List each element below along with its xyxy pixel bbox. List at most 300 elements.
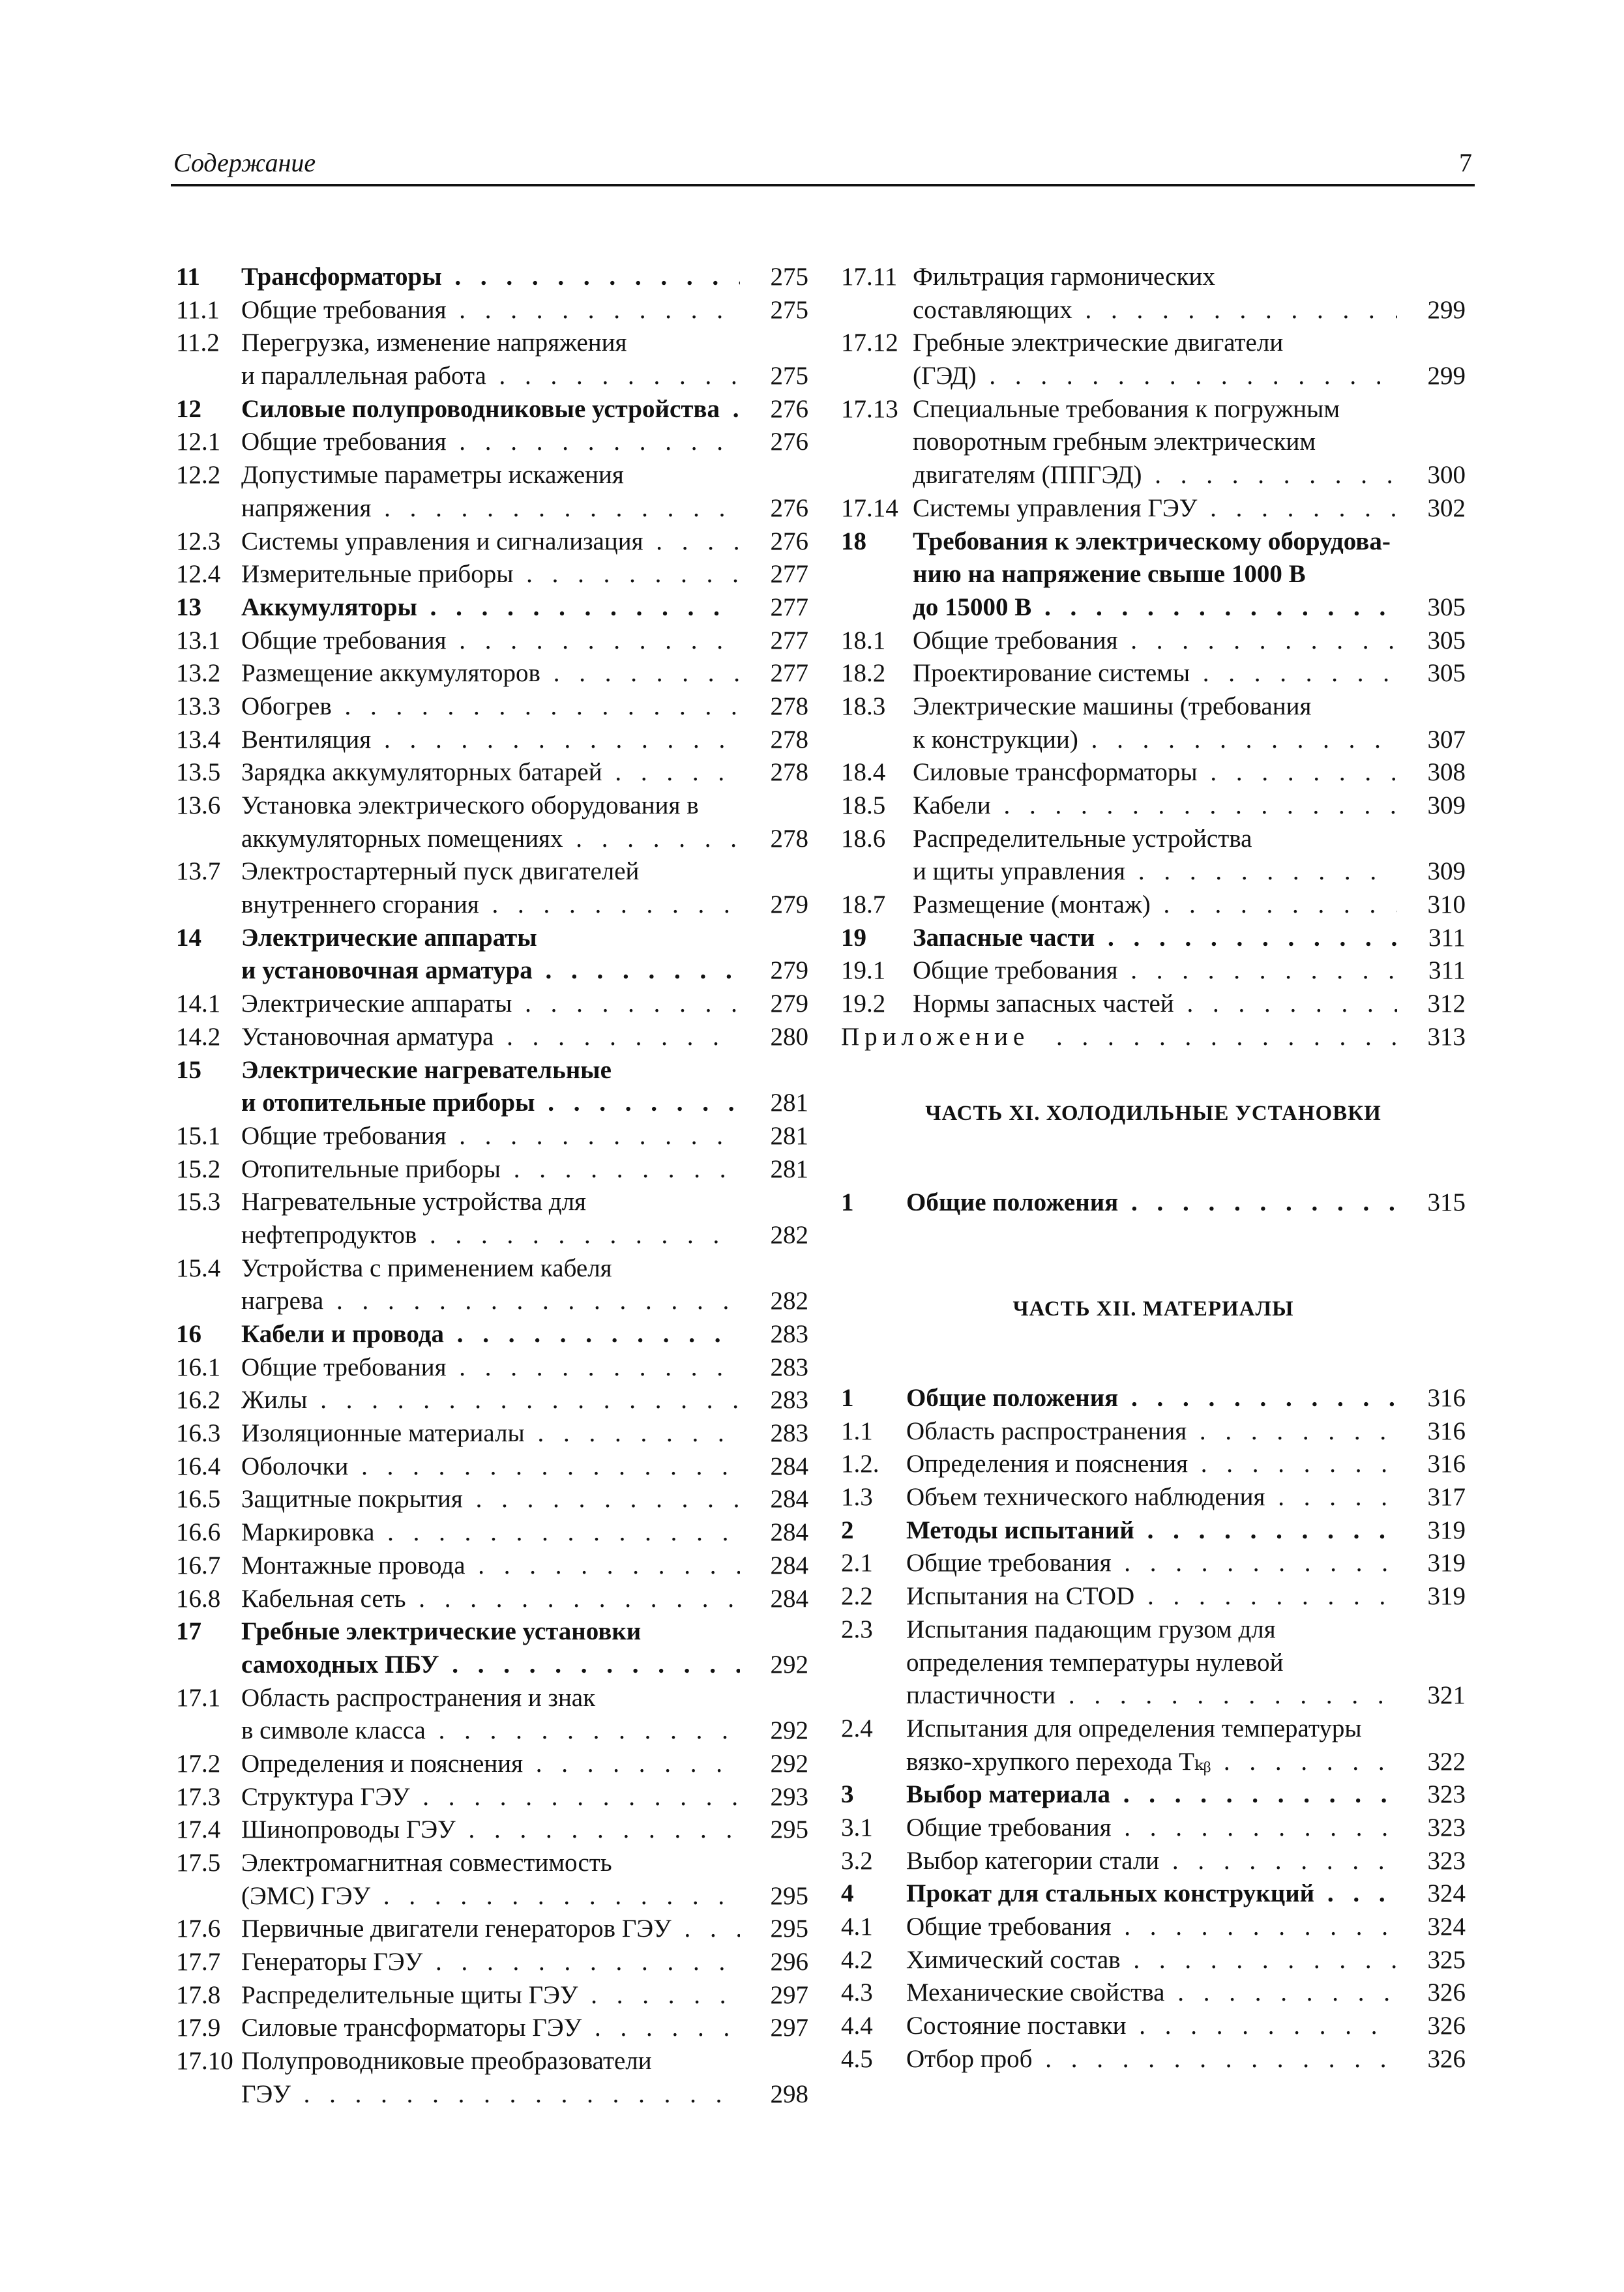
toc-entry-page: 284 [770, 1518, 808, 1547]
toc-entry-title: Аккумуляторы . . . [241, 591, 740, 624]
toc-entry [841, 591, 1466, 624]
toc-entry-page: 281 [770, 1089, 808, 1117]
toc-entry-page: 292 [770, 1716, 808, 1745]
toc-entry [176, 1649, 808, 1682]
toc-entry-title: Общие положения . . . [906, 1382, 1397, 1415]
toc-entry-page: 322 [1427, 1747, 1466, 1776]
toc-entry-page: 279 [770, 890, 808, 919]
toc-entry-page: 299 [1427, 295, 1466, 324]
toc-entry [841, 1911, 1466, 1944]
toc-entry-title: Химический состав . . . [906, 1944, 1397, 1977]
toc-entry-title: Распределительные щиты ГЭУ . . . [241, 1979, 740, 2012]
toc-entry-number: 19.2 [841, 990, 886, 1018]
toc-entry-title: Нагревательные устройства для [241, 1188, 586, 1216]
toc-entry [176, 1450, 808, 1484]
toc-entry-page: 297 [770, 2014, 808, 2042]
toc-entry-number: 2 [841, 1516, 854, 1544]
toc-entry-number: 18.2 [841, 659, 886, 688]
toc-entry-number: 14.2 [176, 1022, 221, 1051]
toc-entry [841, 1481, 1466, 1514]
toc-entry [176, 1384, 808, 1417]
toc-entry-page: 300 [1427, 461, 1466, 490]
toc-entry [176, 624, 808, 658]
toc-entry-page: 319 [1427, 1582, 1466, 1611]
toc-entry [841, 1877, 1466, 1911]
toc-entry [841, 360, 1466, 393]
toc-entry [841, 261, 1466, 294]
toc-entry-page: 283 [770, 1353, 808, 1381]
toc-entry [176, 2012, 808, 2045]
toc-entry-number: 17.1 [176, 1683, 221, 1712]
toc-entry-number: 12 [176, 394, 201, 423]
toc-entry-number: 17 [176, 1617, 201, 1646]
toc-entry-title: Испытания падающим грузом для [906, 1615, 1276, 1643]
toc-entry-title: самоходных ПБУ . . . [241, 1649, 740, 1682]
toc-entry-number: 13.7 [176, 857, 221, 886]
part-xi-entries [841, 1186, 1466, 1220]
toc-entry-title: Специальные требования к погружным [913, 394, 1340, 423]
toc-entry [841, 657, 1466, 690]
toc-entry-number: 11.2 [176, 329, 220, 357]
toc-entry-number: 16.7 [176, 1551, 221, 1579]
toc-entry-number: 13.1 [176, 626, 221, 654]
toc-entry-number: Приложение [841, 1022, 1030, 1051]
toc-entry-title: Обогрев . . . [241, 690, 740, 724]
toc-entry [841, 1186, 1466, 1220]
toc-entry-page: 326 [1427, 1978, 1466, 2007]
toc-entry-number: 14.1 [176, 990, 221, 1018]
toc-entry-page: 319 [1427, 1516, 1466, 1544]
toc-entry [176, 1979, 808, 2012]
toc-entry [176, 1021, 808, 1054]
toc-entry [841, 525, 1466, 559]
toc-entry-page: 276 [770, 493, 808, 522]
toc-entry [176, 954, 808, 988]
toc-entry-title: Определения и пояснения . . . [906, 1448, 1397, 1481]
toc-entry-number: 13.2 [176, 659, 221, 688]
toc-entry [841, 889, 1466, 922]
toc-entry-page: 292 [770, 1749, 808, 1778]
toc-entry-page: 283 [770, 1320, 808, 1348]
toc-entry-number: 17.5 [176, 1849, 221, 1877]
toc-entry-title: Общие требования . . . [913, 624, 1397, 658]
toc-entry-title: Электрические нагревательные [241, 1055, 612, 1084]
part-xii-heading: ЧАСТЬ XII. МАТЕРИАЛЫ [1012, 1297, 1294, 1321]
toc-entry-number: 17.3 [176, 1782, 221, 1811]
toc-entry-page: 316 [1427, 1417, 1466, 1445]
toc-entry-number: 12.2 [176, 461, 221, 490]
toc-entry-title: Общие требования . . . [241, 426, 740, 459]
toc-entry-title: Общие требования . . . [241, 624, 740, 658]
toc-entry-title: в символе класса . . . [241, 1714, 740, 1748]
toc-entry-title: Полупроводниковые преобразователи [241, 2047, 652, 2076]
toc-entry-title: Общие требования . . . [906, 1547, 1397, 1580]
toc-entry-number: 2.1 [841, 1549, 873, 1578]
toc-entry [176, 1417, 808, 1450]
toc-entry-title: и отопительные приборы . . . [241, 1087, 740, 1120]
toc-entry [841, 1415, 1466, 1448]
toc-entry [176, 360, 808, 393]
toc-entry-page: 280 [770, 1022, 808, 1051]
toc-entry-title: и щиты управления . . . [913, 855, 1397, 889]
toc-entry-number: 16.1 [176, 1353, 221, 1381]
toc-entry-page: 278 [770, 692, 808, 720]
toc-entry-title: ГЭУ . . . [241, 2078, 740, 2111]
toc-entry [176, 525, 808, 559]
toc-entry-number: 3 [841, 1780, 854, 1809]
toc-entry-title: Системы управления ГЭУ . . . [913, 492, 1397, 525]
toc-entry [176, 327, 808, 360]
toc-entry-page: 277 [770, 560, 808, 589]
page-number: 7 [1459, 148, 1472, 177]
toc-entry [176, 1748, 808, 1781]
toc-entry-page: 277 [770, 659, 808, 688]
toc-entry-title: определения температуры нулевой [906, 1648, 1284, 1677]
toc-entry-title: Общие требования . . . [241, 1120, 740, 1153]
toc-entry [176, 2078, 808, 2111]
toc-entry [841, 1679, 1466, 1712]
toc-entry [176, 1153, 808, 1186]
toc-entry-page: 325 [1427, 1945, 1466, 1974]
toc-entry-page: 316 [1427, 1384, 1466, 1412]
toc-entry-page: 278 [770, 758, 808, 787]
toc-entry-title: Силовые полупроводниковые устройства . . . [241, 393, 740, 426]
toc-entry-page: 283 [770, 1386, 808, 1415]
toc-entry-title: Гребные электрические двигатели [913, 329, 1284, 357]
toc-entry [176, 261, 808, 294]
toc-entry [841, 2010, 1466, 2043]
toc-entry-page: 276 [770, 428, 808, 456]
toc-entry-title: Выбор категории стали . . . [906, 1845, 1397, 1878]
toc-entry [841, 690, 1466, 724]
toc-entry-title: Испытания для определения температуры [906, 1714, 1362, 1742]
toc-entry [841, 558, 1466, 591]
toc-entry-page: 278 [770, 725, 808, 754]
toc-entry [176, 657, 808, 690]
toc-entry-title: Размещение аккумуляторов . . . [241, 657, 740, 690]
toc-entry [176, 1285, 808, 1318]
toc-entry-title: Электрические аппараты [241, 923, 537, 952]
toc-entry-number: 4.2 [841, 1945, 873, 1974]
toc-entry-page: 323 [1427, 1813, 1466, 1842]
toc-entry-number: 16.4 [176, 1452, 221, 1480]
toc-entry-page: 305 [1427, 626, 1466, 654]
toc-entry-number: 16.8 [176, 1584, 221, 1613]
toc-entry-page: 284 [770, 1452, 808, 1480]
toc-entry-title: Общие требования . . . [241, 294, 740, 327]
toc-entry-number: 16.3 [176, 1419, 221, 1448]
toc-entry-title: Первичные двигатели генераторов ГЭУ . . . [241, 1913, 740, 1946]
toc-entry [841, 1514, 1466, 1548]
toc-entry-title: двигателям (ППГЭД) . . . [913, 459, 1397, 492]
toc-entry-title: Устройства с применением кабеля [241, 1254, 612, 1282]
toc-entry [176, 1913, 808, 1946]
toc-entry-page: 315 [1427, 1188, 1466, 1216]
toc-entry-title: Установочная арматура . . . [241, 1021, 740, 1054]
toc-entry [841, 624, 1466, 658]
toc-entry-page: 310 [1427, 890, 1466, 919]
toc-entry [841, 1712, 1466, 1746]
toc-entry-title: нию на напряжение свыше 1000 В [913, 560, 1306, 589]
toc-entry-number: 17.6 [176, 1915, 221, 1943]
toc-entry-page: 284 [770, 1584, 808, 1613]
toc-entry [176, 558, 808, 591]
toc-entry-page: 292 [770, 1650, 808, 1679]
toc-entry [841, 426, 1466, 459]
toc-entry-page: 281 [770, 1154, 808, 1183]
toc-entry-title: аккумуляторных помещениях . . . [241, 823, 740, 856]
toc-entry-title: (ЭМС) ГЭУ . . . [241, 1880, 740, 1913]
toc-entry [841, 1647, 1466, 1680]
toc-entry-number: 3.1 [841, 1813, 873, 1842]
toc-right-column [841, 261, 1466, 1054]
toc-entry-title: Оболочки . . . [241, 1450, 740, 1484]
toc-entry [841, 1547, 1466, 1580]
toc-entry [176, 1583, 808, 1616]
toc-entry [176, 1714, 808, 1748]
toc-entry-number: 4.3 [841, 1978, 873, 2007]
toc-entry [841, 327, 1466, 360]
toc-entry-page: 324 [1427, 1879, 1466, 1908]
toc-entry-number: 12.1 [176, 428, 221, 456]
toc-entry-number: 13.4 [176, 725, 221, 754]
toc-entry-title: Монтажные провода . . . [241, 1550, 740, 1583]
toc-entry [841, 954, 1466, 988]
toc-entry [176, 393, 808, 426]
toc-entry-page: 282 [770, 1287, 808, 1315]
toc-entry-title: Методы испытаний . . . [906, 1514, 1397, 1548]
toc-entry-title: Общие положения . . . [906, 1186, 1397, 1220]
toc-entry [841, 1382, 1466, 1415]
toc-entry [176, 789, 808, 823]
toc-entry [841, 988, 1466, 1021]
toc-entry-page: 307 [1427, 725, 1466, 754]
toc-entry-title: Генераторы ГЭУ . . . [241, 1946, 740, 1979]
toc-entry-page: 326 [1427, 2012, 1466, 2040]
toc-entry-title: внутреннего сгорания . . . [241, 889, 740, 922]
toc-entry [841, 1944, 1466, 1977]
toc-entry-title: Объем технического наблюдения . . . [906, 1481, 1397, 1514]
toc-entry [176, 724, 808, 757]
toc-entry [176, 1186, 808, 1219]
toc-entry-page: 323 [1427, 1780, 1466, 1809]
toc-entry-title: Электромагнитная совместимость [241, 1849, 612, 1877]
toc-entry [176, 2045, 808, 2078]
toc-entry-page: 298 [770, 2079, 808, 2108]
toc-entry [176, 889, 808, 922]
toc-entry-title: нефтепродуктов . . . [241, 1219, 740, 1252]
toc-entry-number: 1 [841, 1384, 854, 1412]
toc-entry-number: 1.1 [841, 1417, 873, 1445]
toc-entry-title: Общие требования . . . [913, 954, 1397, 988]
toc-entry-number: 18.6 [841, 824, 886, 853]
toc-entry-title: Общие требования . . . [906, 1911, 1397, 1944]
toc-entry-page: 316 [1427, 1450, 1466, 1478]
toc-entry [176, 1318, 808, 1351]
toc-entry-number: 17.14 [841, 493, 898, 522]
toc-entry [841, 922, 1466, 955]
toc-entry [176, 1847, 808, 1880]
toc-entry [176, 1814, 808, 1847]
toc-entry-title: Общие требования . . . [906, 1812, 1397, 1845]
toc-entry [176, 922, 808, 955]
toc-entry-title: Испытания на CTOD . . . [906, 1580, 1397, 1613]
toc-entry [841, 855, 1466, 889]
toc-entry-number: 17.10 [176, 2047, 233, 2076]
toc-left-column [176, 261, 808, 2111]
toc-entry [176, 492, 808, 525]
toc-entry-number: 4.4 [841, 2012, 873, 2040]
toc-entry-title: Электрические машины (требования [913, 692, 1312, 720]
toc-entry [176, 1351, 808, 1385]
toc-entry-number: 17.11 [841, 263, 898, 291]
toc-entry [176, 690, 808, 724]
toc-entry-title: напряжения . . . [241, 492, 740, 525]
toc-entry [841, 724, 1466, 757]
toc-entry-number: 1 [841, 1188, 854, 1216]
toc-entry-title: Область распространения и знак [241, 1683, 596, 1712]
toc-entry [841, 1778, 1466, 1812]
toc-entry-page: 305 [1427, 593, 1466, 621]
toc-entry [841, 2043, 1466, 2076]
toc-entry-title: к конструкции) . . . [913, 724, 1397, 757]
toc-entry-number: 17.9 [176, 2014, 221, 2042]
toc-entry-page: 309 [1427, 857, 1466, 886]
toc-entry [841, 459, 1466, 492]
toc-entry-number: 12.3 [176, 527, 221, 555]
toc-entry-number: 15 [176, 1055, 201, 1084]
toc-entry-title: поворотным гребным электрическим [913, 428, 1316, 456]
toc-entry-number: 11.1 [176, 295, 220, 324]
toc-entry-number: 13.5 [176, 758, 221, 787]
toc-entry-page: 312 [1427, 990, 1466, 1018]
toc-entry-title: Кабельная сеть . . . [241, 1583, 740, 1616]
toc-entry-number: 17.4 [176, 1815, 221, 1844]
toc-entry-title: Выбор материала . . . [906, 1778, 1397, 1812]
toc-entry-title: Кабели и провода . . . [241, 1318, 740, 1351]
toc-entry [176, 294, 808, 327]
toc-entry-title: и параллельная работа . . . [241, 360, 740, 393]
part-xi-heading: ЧАСТЬ XI. ХОЛОДИЛЬНЫЕ УСТАНОВКИ [925, 1102, 1381, 1125]
toc-entry [176, 426, 808, 459]
toc-entry-number: 13.3 [176, 692, 221, 720]
toc-entry-title: Перегрузка, изменение напряжения [241, 329, 627, 357]
toc-entry-title: Трансформаторы . . . [241, 261, 740, 294]
toc-entry-page: 293 [770, 1782, 808, 1811]
toc-entry-title: нагрева . . . [241, 1285, 740, 1318]
toc-entry-number: 16.6 [176, 1518, 221, 1547]
toc-entry-number: 18.7 [841, 890, 886, 919]
toc-entry-page: 275 [770, 263, 808, 291]
header-title: Содержание [173, 148, 316, 177]
toc-entry-title: до 15000 В . . . [913, 591, 1397, 624]
toc-entry-page: 283 [770, 1419, 808, 1448]
toc-entry-page: 284 [770, 1551, 808, 1579]
toc-entry-number: 18.4 [841, 758, 886, 787]
toc-entry-number: 17.8 [176, 1980, 221, 2009]
toc-entry [176, 1483, 808, 1516]
toc-entry [176, 1550, 808, 1583]
toc-entry-title: Требования к электрическому оборудова- [913, 527, 1391, 555]
toc-entry-number: 18.5 [841, 791, 886, 819]
toc-entry-page: 317 [1427, 1483, 1466, 1512]
toc-entry [176, 1615, 808, 1649]
toc-entry-title: Кабели . . . [913, 789, 1397, 823]
toc-entry-title: Допустимые параметры искажения [241, 461, 624, 490]
toc-entry-number: 16 [176, 1320, 201, 1348]
toc-entry-number: 11 [176, 263, 200, 291]
toc-entry-title: Запасные части . . . [913, 922, 1397, 955]
toc-entry-page: 279 [770, 990, 808, 1018]
toc-entry-title: Размещение (монтаж) . . . [913, 889, 1397, 922]
toc-entry-title: Нормы запасных частей . . . [913, 988, 1397, 1021]
toc-entry-page: 319 [1427, 1549, 1466, 1578]
toc-entry-page: 275 [770, 295, 808, 324]
toc-entry [841, 1845, 1466, 1878]
toc-entry [176, 1054, 808, 1087]
toc-entry-number: 15.4 [176, 1254, 221, 1282]
toc-entry-title: (ГЭД) . . . [913, 360, 1397, 393]
running-header [171, 142, 1475, 186]
toc-entry [841, 393, 1466, 426]
toc-entry [176, 1087, 808, 1120]
toc-entry-number: 12.4 [176, 560, 221, 589]
toc-entry-title: Жилы . . . [241, 1384, 740, 1417]
toc-entry [176, 459, 808, 492]
toc-entry-number: 14 [176, 923, 201, 952]
toc-entry-page: 295 [770, 1915, 808, 1943]
toc-entry-title: вязко-хрупкого перехода Tₖᵦ . . . [906, 1746, 1397, 1779]
toc-entry-title: Шинопроводы ГЭУ . . . [241, 1814, 740, 1847]
toc-entry-number: 1.2. [841, 1450, 879, 1478]
toc-entry-title: Защитные покрытия . . . [241, 1483, 740, 1516]
toc-entry [841, 1976, 1466, 2010]
toc-entry-page: 278 [770, 824, 808, 853]
toc-entry-number: 2.2 [841, 1582, 873, 1611]
toc-entry-title: Состояние поставки . . . [906, 2010, 1397, 2043]
toc-entry-title: Фильтрация гармонических [913, 263, 1215, 291]
toc-entry-title: Проектирование системы . . . [913, 657, 1397, 690]
toc-entry [841, 756, 1466, 789]
toc-entry-number: 17.7 [176, 1948, 221, 1976]
toc-entry-title: Изоляционные материалы . . . [241, 1417, 740, 1450]
toc-entry-page: 295 [770, 1815, 808, 1844]
toc-entry [841, 1812, 1466, 1845]
toc-entry-page: 297 [770, 1980, 808, 2009]
toc-entry [841, 294, 1466, 327]
toc-entry-page: 277 [770, 593, 808, 621]
toc-entry-title: Определения и пояснения . . . [241, 1748, 740, 1781]
toc-entry-page: 284 [770, 1485, 808, 1514]
toc-entry-title: Область распространения . . . [906, 1415, 1397, 1448]
toc-entry-page: 302 [1427, 493, 1466, 522]
toc-entry-page: 313 [1427, 1022, 1466, 1051]
toc-entry-page: 308 [1427, 758, 1466, 787]
toc-entry-title: Механические свойства . . . [906, 1976, 1397, 2010]
toc-entry-number: 3.2 [841, 1846, 873, 1875]
toc-entry-title: Маркировка . . . [241, 1516, 740, 1550]
toc-entry [841, 823, 1466, 856]
toc-entry-number: 16.5 [176, 1485, 221, 1514]
toc-entry-title: Отопительные приборы . . . [241, 1153, 740, 1186]
toc-entry-page: 299 [1427, 362, 1466, 390]
toc-entry-title: Установка электрического оборудования в [241, 791, 699, 819]
toc-entry [176, 1252, 808, 1286]
toc-entry [176, 1219, 808, 1252]
toc-entry-number: 4 [841, 1879, 854, 1908]
toc-entry [176, 1516, 808, 1550]
toc-entry-page: 311 [1428, 923, 1466, 952]
